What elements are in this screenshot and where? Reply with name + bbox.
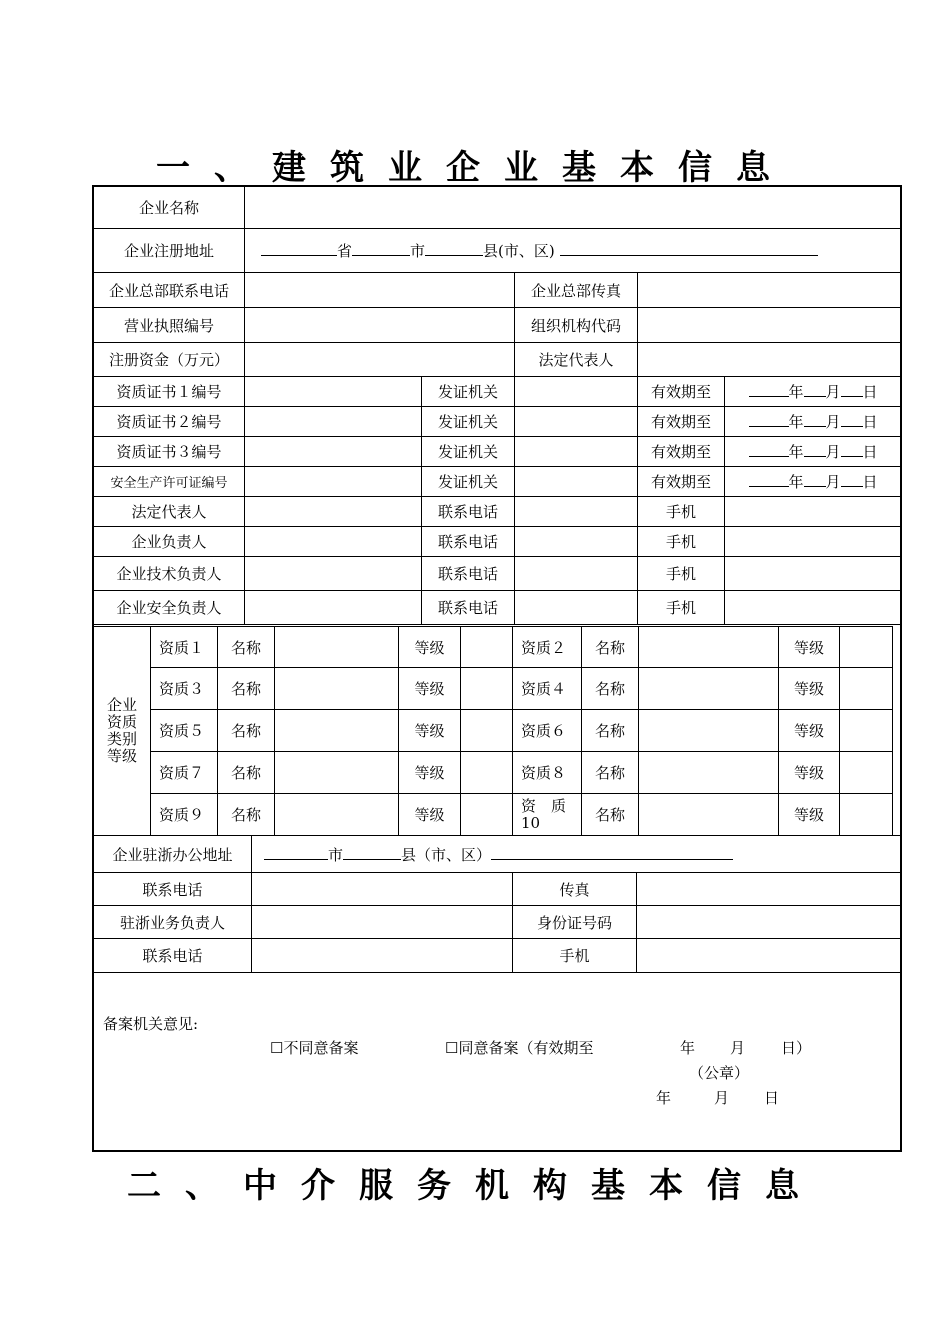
safety-issuer-label: 发证机关	[422, 467, 515, 497]
capital-label: 注册资金（万元）	[94, 343, 245, 377]
zj-id-label: 身份证号码	[513, 906, 637, 939]
contact-legal-field[interactable]	[245, 497, 422, 527]
cert3-valid-label: 有效期至	[638, 437, 725, 467]
company-name-label: 企业名称	[94, 187, 245, 229]
sign-day-label: 日	[764, 1089, 780, 1107]
qual-10-label: 资 质10	[513, 794, 582, 836]
cert1-label: 资质证书１编号	[94, 377, 245, 407]
contact-safety-field[interactable]	[245, 591, 422, 625]
zj-fax-label: 传真	[513, 873, 637, 906]
agree-checkbox[interactable]: ☐同意备案（有效期至	[445, 1039, 594, 1057]
qual-9-grade-field[interactable]	[461, 794, 513, 836]
qual-3-grade-label: 等级	[399, 668, 461, 710]
seal-label: （公章）	[689, 1064, 750, 1082]
qual-6-name-field[interactable]	[639, 710, 779, 752]
qual-7-name-field[interactable]	[275, 752, 399, 794]
qual-5-name-label: 名称	[218, 710, 275, 752]
qualification-header: 企业资质类别等级	[94, 627, 151, 836]
qual-9-label: 资质９	[151, 794, 218, 836]
zj-address-field[interactable]: 市 县（市、区）	[252, 836, 902, 873]
page-title: 一、建筑业企业基本信息	[156, 148, 794, 188]
cert3-issuer-field[interactable]	[515, 437, 638, 467]
zj-mobile-label: 手机	[513, 939, 637, 973]
cert2-field[interactable]	[245, 407, 422, 437]
contact-tech-mobile-field[interactable]	[725, 557, 902, 591]
zj-mobile-field[interactable]	[637, 939, 902, 973]
contact-tech-phone-label: 联系电话	[422, 557, 515, 591]
cert3-label: 资质证书３编号	[94, 437, 245, 467]
qual-2-label: 资质２	[513, 627, 582, 668]
hq-fax-label: 企业总部传真	[515, 273, 638, 308]
contact-safety-mobile-field[interactable]	[725, 591, 902, 625]
contact-tech-phone-field[interactable]	[515, 557, 638, 591]
qual-6-grade-field[interactable]	[840, 710, 893, 752]
qual-5-name-field[interactable]	[275, 710, 399, 752]
qual-2-name-field[interactable]	[639, 627, 779, 668]
disagree-checkbox[interactable]: ☐不同意备案	[270, 1039, 359, 1057]
qual-10-name-label: 名称	[582, 794, 639, 836]
qual-3-name-label: 名称	[218, 668, 275, 710]
qual-3-grade-field[interactable]	[461, 668, 513, 710]
hq-phone-field[interactable]	[245, 273, 515, 308]
qual-3-name-field[interactable]	[275, 668, 399, 710]
valid-year-label: 年	[680, 1039, 696, 1057]
qual-5-label: 资质５	[151, 710, 218, 752]
filing-opinion-area	[93, 973, 900, 1151]
zj-phone2-label: 联系电话	[94, 939, 252, 973]
cert1-issuer-field[interactable]	[515, 377, 638, 407]
capital-field[interactable]	[245, 343, 515, 377]
contact-tech-label: 企业技术负责人	[94, 557, 245, 591]
qual-6-grade-label: 等级	[779, 710, 840, 752]
cert3-date-field[interactable]: 年 月 日	[725, 437, 902, 467]
zj-phone-label: 联系电话	[94, 873, 252, 906]
org-code-label: 组织机构代码	[515, 308, 638, 343]
cert2-valid-label: 有效期至	[638, 407, 725, 437]
qual-8-name-field[interactable]	[639, 752, 779, 794]
qual-7-grade-field[interactable]	[461, 752, 513, 794]
contact-head-phone-label: 联系电话	[422, 527, 515, 557]
zj-id-field[interactable]	[637, 906, 902, 939]
cert2-label: 资质证书２编号	[94, 407, 245, 437]
safety-date-field[interactable]: 年 月 日	[725, 467, 902, 497]
contact-head-phone-field[interactable]	[515, 527, 638, 557]
qual-8-grade-field[interactable]	[840, 752, 893, 794]
qual-3-label: 资质３	[151, 668, 218, 710]
license-field[interactable]	[245, 308, 515, 343]
contact-safety-label: 企业安全负责人	[94, 591, 245, 625]
qual-6-label: 资质６	[513, 710, 582, 752]
reg-address-label: 企业注册地址	[94, 229, 245, 273]
qual-8-grade-label: 等级	[779, 752, 840, 794]
qual-10-name-field[interactable]	[639, 794, 779, 836]
qual-10-grade-field[interactable]	[840, 794, 893, 836]
qual-5-grade-field[interactable]	[461, 710, 513, 752]
filing-opinion-label: 备案机关意见:	[103, 1015, 199, 1033]
contact-head-label: 企业负责人	[94, 527, 245, 557]
contact-head-mobile-label: 手机	[638, 527, 725, 557]
license-label: 营业执照编号	[94, 308, 245, 343]
cert2-issuer-field[interactable]	[515, 407, 638, 437]
qual-7-name-label: 名称	[218, 752, 275, 794]
contact-legal-phone-field[interactable]	[515, 497, 638, 527]
zj-phone-field[interactable]	[252, 873, 513, 906]
valid-month-label: 月	[730, 1039, 746, 1057]
cert3-issuer-label: 发证机关	[422, 437, 515, 467]
qual-9-grade-label: 等级	[399, 794, 461, 836]
qual-9-name-field[interactable]	[275, 794, 399, 836]
contact-tech-field[interactable]	[245, 557, 422, 591]
cert2-date-field[interactable]: 年 月 日	[725, 407, 902, 437]
qual-1-name-label: 名称	[218, 627, 275, 668]
qual-8-name-label: 名称	[582, 752, 639, 794]
contact-head-mobile-field[interactable]	[725, 527, 902, 557]
qual-1-grade-field[interactable]	[461, 627, 513, 668]
cert1-date-field[interactable]: 年 月 日	[725, 377, 902, 407]
zj-manager-label: 驻浙业务负责人	[94, 906, 252, 939]
qual-2-grade-field[interactable]	[840, 627, 893, 668]
qual-2-name-label: 名称	[582, 627, 639, 668]
valid-day-label: 日）	[781, 1039, 812, 1057]
qual-4-grade-field[interactable]	[840, 668, 893, 710]
contact-head-field[interactable]	[245, 527, 422, 557]
contact-safety-mobile-label: 手机	[638, 591, 725, 625]
qual-1-grade-label: 等级	[399, 627, 461, 668]
hq-fax-field[interactable]	[638, 273, 902, 308]
qual-8-label: 资质８	[513, 752, 582, 794]
contact-legal-phone-label: 联系电话	[422, 497, 515, 527]
contact-safety-phone-label: 联系电话	[422, 591, 515, 625]
zj-phone2-field[interactable]	[252, 939, 513, 973]
safety-valid-label: 有效期至	[638, 467, 725, 497]
zj-manager-field[interactable]	[252, 906, 513, 939]
cert1-field[interactable]	[245, 377, 422, 407]
contact-legal-label: 法定代表人	[94, 497, 245, 527]
contact-legal-mobile-field[interactable]	[725, 497, 902, 527]
cert1-valid-label: 有效期至	[638, 377, 725, 407]
zj-address-label: 企业驻浙办公地址	[94, 836, 252, 873]
qual-1-name-field[interactable]	[275, 627, 399, 668]
zj-fax-field[interactable]	[637, 873, 902, 906]
org-code-field[interactable]	[638, 308, 902, 343]
contact-legal-mobile-label: 手机	[638, 497, 725, 527]
qual-4-label: 资质４	[513, 668, 582, 710]
qual-4-name-label: 名称	[582, 668, 639, 710]
qual-9-name-label: 名称	[218, 794, 275, 836]
section-title-2: 二、中介服务机构基本信息	[127, 1166, 823, 1206]
cert3-field[interactable]	[245, 437, 422, 467]
company-name-field[interactable]	[245, 187, 902, 229]
sign-year-label: 年	[656, 1089, 672, 1107]
safety-permit-label: 安全生产许可证编号	[94, 467, 245, 497]
reg-address-field[interactable]: 省 市 县(市、区)	[245, 229, 902, 273]
legal-rep-field[interactable]	[638, 343, 902, 377]
zhejiang-office-table	[93, 835, 902, 973]
basic-info-table	[93, 186, 902, 625]
safety-permit-field[interactable]	[245, 467, 422, 497]
qual-7-label: 资质７	[151, 752, 218, 794]
qual-6-name-label: 名称	[582, 710, 639, 752]
legal-rep-label: 法定代表人	[515, 343, 638, 377]
hq-phone-label: 企业总部联系电话	[94, 273, 245, 308]
qualification-table	[93, 626, 893, 836]
qual-10-grade-label: 等级	[779, 794, 840, 836]
qual-7-grade-label: 等级	[399, 752, 461, 794]
qual-4-name-field[interactable]	[639, 668, 779, 710]
qual-1-label: 资质１	[151, 627, 218, 668]
cert1-issuer-label: 发证机关	[422, 377, 515, 407]
qual-4-grade-label: 等级	[779, 668, 840, 710]
sign-month-label: 月	[714, 1089, 730, 1107]
safety-issuer-field[interactable]	[515, 467, 638, 497]
qual-5-grade-label: 等级	[399, 710, 461, 752]
contact-safety-phone-field[interactable]	[515, 591, 638, 625]
contact-tech-mobile-label: 手机	[638, 557, 725, 591]
cert2-issuer-label: 发证机关	[422, 407, 515, 437]
qual-2-grade-label: 等级	[779, 627, 840, 668]
